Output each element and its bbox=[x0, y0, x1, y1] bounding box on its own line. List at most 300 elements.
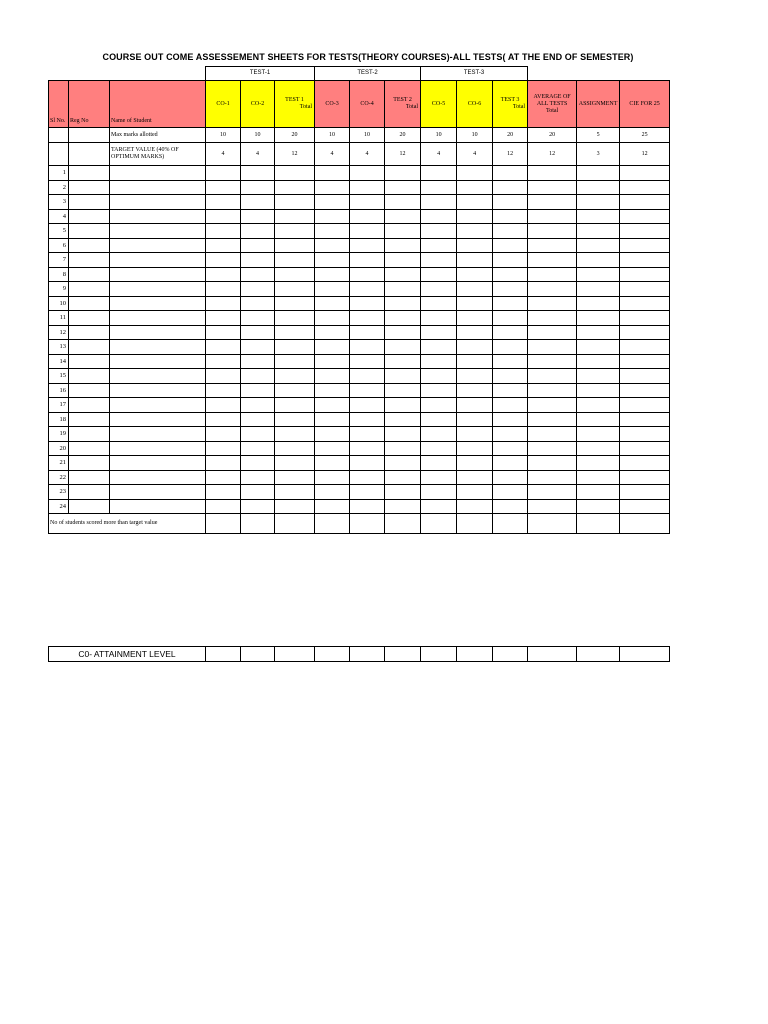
footer-cell[interactable] bbox=[493, 514, 528, 534]
mark-cell[interactable] bbox=[350, 369, 385, 384]
mark-cell[interactable] bbox=[457, 485, 493, 500]
mark-cell[interactable] bbox=[69, 383, 110, 398]
mark-cell[interactable] bbox=[385, 427, 421, 442]
mark-cell[interactable] bbox=[315, 441, 350, 456]
mark-cell[interactable] bbox=[620, 398, 670, 413]
mark-cell[interactable] bbox=[620, 369, 670, 384]
mark-cell[interactable] bbox=[493, 456, 528, 471]
mark-cell[interactable] bbox=[577, 224, 620, 239]
mark-cell[interactable] bbox=[457, 354, 493, 369]
mark-cell[interactable] bbox=[315, 267, 350, 282]
footer-cell[interactable] bbox=[385, 514, 421, 534]
attainment-cell[interactable] bbox=[620, 647, 670, 662]
mark-cell[interactable] bbox=[350, 282, 385, 297]
mark-cell[interactable] bbox=[110, 470, 206, 485]
mark-cell[interactable] bbox=[577, 282, 620, 297]
mark-cell[interactable] bbox=[241, 499, 275, 514]
mark-cell[interactable] bbox=[275, 311, 315, 326]
mark-cell[interactable] bbox=[315, 427, 350, 442]
mark-cell[interactable] bbox=[206, 369, 241, 384]
mark-cell[interactable] bbox=[315, 325, 350, 340]
mark-cell[interactable] bbox=[110, 340, 206, 355]
mark-cell[interactable] bbox=[457, 427, 493, 442]
mark-cell[interactable] bbox=[69, 354, 110, 369]
mark-cell[interactable] bbox=[275, 485, 315, 500]
mark-cell[interactable] bbox=[350, 311, 385, 326]
mark-cell[interactable] bbox=[241, 253, 275, 268]
mark-cell[interactable] bbox=[493, 238, 528, 253]
mark-cell[interactable] bbox=[577, 456, 620, 471]
mark-cell[interactable] bbox=[620, 282, 670, 297]
mark-cell[interactable] bbox=[493, 180, 528, 195]
mark-cell[interactable] bbox=[110, 224, 206, 239]
mark-cell[interactable] bbox=[315, 296, 350, 311]
mark-cell[interactable] bbox=[69, 485, 110, 500]
mark-cell[interactable] bbox=[275, 166, 315, 181]
mark-cell[interactable] bbox=[421, 224, 457, 239]
mark-cell[interactable] bbox=[493, 412, 528, 427]
mark-cell[interactable] bbox=[315, 485, 350, 500]
mark-cell[interactable] bbox=[528, 499, 577, 514]
mark-cell[interactable] bbox=[385, 325, 421, 340]
mark-cell[interactable] bbox=[421, 470, 457, 485]
mark-cell[interactable] bbox=[241, 441, 275, 456]
mark-cell[interactable] bbox=[620, 209, 670, 224]
mark-cell[interactable] bbox=[385, 470, 421, 485]
mark-cell[interactable] bbox=[110, 456, 206, 471]
mark-cell[interactable] bbox=[315, 195, 350, 210]
mark-cell[interactable] bbox=[350, 340, 385, 355]
mark-cell[interactable] bbox=[385, 282, 421, 297]
mark-cell[interactable] bbox=[206, 427, 241, 442]
mark-cell[interactable] bbox=[275, 499, 315, 514]
mark-cell[interactable] bbox=[385, 311, 421, 326]
mark-cell[interactable] bbox=[493, 485, 528, 500]
mark-cell[interactable] bbox=[493, 470, 528, 485]
mark-cell[interactable] bbox=[421, 441, 457, 456]
mark-cell[interactable] bbox=[110, 412, 206, 427]
mark-cell[interactable] bbox=[69, 499, 110, 514]
mark-cell[interactable] bbox=[110, 238, 206, 253]
mark-cell[interactable] bbox=[69, 267, 110, 282]
mark-cell[interactable] bbox=[620, 180, 670, 195]
mark-cell[interactable] bbox=[350, 209, 385, 224]
mark-cell[interactable] bbox=[350, 267, 385, 282]
mark-cell[interactable] bbox=[385, 209, 421, 224]
mark-cell[interactable] bbox=[275, 180, 315, 195]
mark-cell[interactable] bbox=[421, 180, 457, 195]
mark-cell[interactable] bbox=[620, 456, 670, 471]
mark-cell[interactable] bbox=[457, 224, 493, 239]
mark-cell[interactable] bbox=[206, 398, 241, 413]
mark-cell[interactable] bbox=[315, 369, 350, 384]
mark-cell[interactable] bbox=[241, 180, 275, 195]
mark-cell[interactable] bbox=[528, 383, 577, 398]
mark-cell[interactable] bbox=[110, 499, 206, 514]
mark-cell[interactable] bbox=[206, 253, 241, 268]
mark-cell[interactable] bbox=[206, 499, 241, 514]
mark-cell[interactable] bbox=[110, 354, 206, 369]
mark-cell[interactable] bbox=[315, 180, 350, 195]
mark-cell[interactable] bbox=[577, 412, 620, 427]
mark-cell[interactable] bbox=[620, 195, 670, 210]
mark-cell[interactable] bbox=[577, 166, 620, 181]
mark-cell[interactable] bbox=[110, 282, 206, 297]
footer-cell[interactable] bbox=[275, 514, 315, 534]
mark-cell[interactable] bbox=[620, 311, 670, 326]
mark-cell[interactable] bbox=[275, 325, 315, 340]
mark-cell[interactable] bbox=[110, 398, 206, 413]
mark-cell[interactable] bbox=[241, 383, 275, 398]
mark-cell[interactable] bbox=[69, 238, 110, 253]
mark-cell[interactable] bbox=[110, 267, 206, 282]
footer-cell[interactable] bbox=[457, 514, 493, 534]
mark-cell[interactable] bbox=[493, 354, 528, 369]
mark-cell[interactable] bbox=[528, 311, 577, 326]
mark-cell[interactable] bbox=[69, 441, 110, 456]
mark-cell[interactable] bbox=[620, 224, 670, 239]
mark-cell[interactable] bbox=[493, 383, 528, 398]
mark-cell[interactable] bbox=[457, 166, 493, 181]
mark-cell[interactable] bbox=[350, 253, 385, 268]
mark-cell[interactable] bbox=[350, 412, 385, 427]
mark-cell[interactable] bbox=[528, 238, 577, 253]
mark-cell[interactable] bbox=[577, 499, 620, 514]
mark-cell[interactable] bbox=[493, 427, 528, 442]
mark-cell[interactable] bbox=[421, 398, 457, 413]
mark-cell[interactable] bbox=[493, 282, 528, 297]
mark-cell[interactable] bbox=[275, 441, 315, 456]
mark-cell[interactable] bbox=[385, 456, 421, 471]
mark-cell[interactable] bbox=[350, 485, 385, 500]
mark-cell[interactable] bbox=[577, 441, 620, 456]
mark-cell[interactable] bbox=[350, 427, 385, 442]
mark-cell[interactable] bbox=[350, 325, 385, 340]
mark-cell[interactable] bbox=[110, 441, 206, 456]
mark-cell[interactable] bbox=[528, 340, 577, 355]
mark-cell[interactable] bbox=[457, 253, 493, 268]
mark-cell[interactable] bbox=[528, 485, 577, 500]
attainment-cell[interactable] bbox=[577, 647, 620, 662]
attainment-cell[interactable] bbox=[206, 647, 241, 662]
mark-cell[interactable] bbox=[457, 209, 493, 224]
mark-cell[interactable] bbox=[350, 354, 385, 369]
footer-cell[interactable] bbox=[350, 514, 385, 534]
mark-cell[interactable] bbox=[577, 180, 620, 195]
mark-cell[interactable] bbox=[528, 441, 577, 456]
mark-cell[interactable] bbox=[315, 224, 350, 239]
mark-cell[interactable] bbox=[110, 180, 206, 195]
mark-cell[interactable] bbox=[620, 325, 670, 340]
mark-cell[interactable] bbox=[241, 325, 275, 340]
mark-cell[interactable] bbox=[528, 470, 577, 485]
attainment-cell[interactable] bbox=[493, 647, 528, 662]
mark-cell[interactable] bbox=[577, 427, 620, 442]
mark-cell[interactable] bbox=[577, 195, 620, 210]
mark-cell[interactable] bbox=[206, 180, 241, 195]
mark-cell[interactable] bbox=[528, 253, 577, 268]
mark-cell[interactable] bbox=[457, 398, 493, 413]
mark-cell[interactable] bbox=[350, 499, 385, 514]
mark-cell[interactable] bbox=[493, 398, 528, 413]
mark-cell[interactable] bbox=[577, 238, 620, 253]
mark-cell[interactable] bbox=[110, 311, 206, 326]
mark-cell[interactable] bbox=[350, 470, 385, 485]
mark-cell[interactable] bbox=[69, 311, 110, 326]
mark-cell[interactable] bbox=[69, 195, 110, 210]
mark-cell[interactable] bbox=[620, 253, 670, 268]
mark-cell[interactable] bbox=[315, 166, 350, 181]
mark-cell[interactable] bbox=[457, 311, 493, 326]
mark-cell[interactable] bbox=[110, 325, 206, 340]
mark-cell[interactable] bbox=[275, 470, 315, 485]
mark-cell[interactable] bbox=[69, 412, 110, 427]
mark-cell[interactable] bbox=[620, 412, 670, 427]
mark-cell[interactable] bbox=[206, 412, 241, 427]
mark-cell[interactable] bbox=[241, 267, 275, 282]
mark-cell[interactable] bbox=[385, 398, 421, 413]
mark-cell[interactable] bbox=[421, 485, 457, 500]
mark-cell[interactable] bbox=[110, 383, 206, 398]
mark-cell[interactable] bbox=[620, 383, 670, 398]
mark-cell[interactable] bbox=[275, 369, 315, 384]
mark-cell[interactable] bbox=[493, 296, 528, 311]
mark-cell[interactable] bbox=[241, 412, 275, 427]
mark-cell[interactable] bbox=[69, 166, 110, 181]
attainment-cell[interactable] bbox=[421, 647, 457, 662]
mark-cell[interactable] bbox=[110, 485, 206, 500]
mark-cell[interactable] bbox=[315, 499, 350, 514]
mark-cell[interactable] bbox=[315, 311, 350, 326]
mark-cell[interactable] bbox=[620, 499, 670, 514]
mark-cell[interactable] bbox=[620, 354, 670, 369]
mark-cell[interactable] bbox=[528, 354, 577, 369]
mark-cell[interactable] bbox=[620, 427, 670, 442]
mark-cell[interactable] bbox=[493, 267, 528, 282]
mark-cell[interactable] bbox=[206, 195, 241, 210]
mark-cell[interactable] bbox=[421, 238, 457, 253]
mark-cell[interactable] bbox=[620, 166, 670, 181]
mark-cell[interactable] bbox=[315, 209, 350, 224]
mark-cell[interactable] bbox=[315, 253, 350, 268]
mark-cell[interactable] bbox=[421, 195, 457, 210]
mark-cell[interactable] bbox=[385, 224, 421, 239]
mark-cell[interactable] bbox=[241, 470, 275, 485]
mark-cell[interactable] bbox=[528, 325, 577, 340]
mark-cell[interactable] bbox=[69, 325, 110, 340]
attainment-cell[interactable] bbox=[457, 647, 493, 662]
mark-cell[interactable] bbox=[206, 441, 241, 456]
mark-cell[interactable] bbox=[241, 238, 275, 253]
mark-cell[interactable] bbox=[385, 267, 421, 282]
mark-cell[interactable] bbox=[457, 180, 493, 195]
footer-cell[interactable] bbox=[528, 514, 577, 534]
mark-cell[interactable] bbox=[69, 224, 110, 239]
mark-cell[interactable] bbox=[69, 282, 110, 297]
mark-cell[interactable] bbox=[528, 209, 577, 224]
mark-cell[interactable] bbox=[577, 354, 620, 369]
mark-cell[interactable] bbox=[275, 267, 315, 282]
mark-cell[interactable] bbox=[315, 238, 350, 253]
mark-cell[interactable] bbox=[493, 441, 528, 456]
mark-cell[interactable] bbox=[206, 470, 241, 485]
mark-cell[interactable] bbox=[275, 383, 315, 398]
mark-cell[interactable] bbox=[457, 383, 493, 398]
mark-cell[interactable] bbox=[385, 238, 421, 253]
mark-cell[interactable] bbox=[110, 166, 206, 181]
mark-cell[interactable] bbox=[493, 325, 528, 340]
mark-cell[interactable] bbox=[69, 296, 110, 311]
mark-cell[interactable] bbox=[241, 427, 275, 442]
footer-cell[interactable] bbox=[241, 514, 275, 534]
mark-cell[interactable] bbox=[421, 456, 457, 471]
mark-cell[interactable] bbox=[350, 441, 385, 456]
mark-cell[interactable] bbox=[620, 470, 670, 485]
mark-cell[interactable] bbox=[241, 354, 275, 369]
mark-cell[interactable] bbox=[275, 296, 315, 311]
mark-cell[interactable] bbox=[241, 224, 275, 239]
mark-cell[interactable] bbox=[577, 267, 620, 282]
mark-cell[interactable] bbox=[350, 180, 385, 195]
mark-cell[interactable] bbox=[493, 311, 528, 326]
mark-cell[interactable] bbox=[275, 224, 315, 239]
footer-cell[interactable] bbox=[577, 514, 620, 534]
mark-cell[interactable] bbox=[275, 456, 315, 471]
mark-cell[interactable] bbox=[206, 311, 241, 326]
mark-cell[interactable] bbox=[275, 398, 315, 413]
mark-cell[interactable] bbox=[385, 441, 421, 456]
mark-cell[interactable] bbox=[493, 166, 528, 181]
mark-cell[interactable] bbox=[385, 412, 421, 427]
mark-cell[interactable] bbox=[241, 296, 275, 311]
mark-cell[interactable] bbox=[528, 412, 577, 427]
mark-cell[interactable] bbox=[206, 209, 241, 224]
mark-cell[interactable] bbox=[620, 340, 670, 355]
mark-cell[interactable] bbox=[275, 209, 315, 224]
mark-cell[interactable] bbox=[315, 398, 350, 413]
mark-cell[interactable] bbox=[577, 209, 620, 224]
mark-cell[interactable] bbox=[421, 296, 457, 311]
mark-cell[interactable] bbox=[241, 369, 275, 384]
mark-cell[interactable] bbox=[110, 369, 206, 384]
mark-cell[interactable] bbox=[69, 253, 110, 268]
mark-cell[interactable] bbox=[241, 485, 275, 500]
mark-cell[interactable] bbox=[315, 340, 350, 355]
mark-cell[interactable] bbox=[528, 180, 577, 195]
mark-cell[interactable] bbox=[421, 253, 457, 268]
mark-cell[interactable] bbox=[421, 369, 457, 384]
mark-cell[interactable] bbox=[528, 296, 577, 311]
mark-cell[interactable] bbox=[421, 311, 457, 326]
mark-cell[interactable] bbox=[457, 238, 493, 253]
mark-cell[interactable] bbox=[493, 224, 528, 239]
mark-cell[interactable] bbox=[69, 470, 110, 485]
mark-cell[interactable] bbox=[421, 354, 457, 369]
mark-cell[interactable] bbox=[315, 456, 350, 471]
attainment-cell[interactable] bbox=[528, 647, 577, 662]
mark-cell[interactable] bbox=[385, 166, 421, 181]
mark-cell[interactable] bbox=[577, 311, 620, 326]
mark-cell[interactable] bbox=[241, 166, 275, 181]
mark-cell[interactable] bbox=[385, 485, 421, 500]
mark-cell[interactable] bbox=[577, 253, 620, 268]
mark-cell[interactable] bbox=[385, 369, 421, 384]
mark-cell[interactable] bbox=[241, 209, 275, 224]
attainment-cell[interactable] bbox=[315, 647, 350, 662]
mark-cell[interactable] bbox=[275, 253, 315, 268]
mark-cell[interactable] bbox=[421, 325, 457, 340]
mark-cell[interactable] bbox=[620, 441, 670, 456]
mark-cell[interactable] bbox=[69, 456, 110, 471]
mark-cell[interactable] bbox=[421, 499, 457, 514]
mark-cell[interactable] bbox=[206, 296, 241, 311]
mark-cell[interactable] bbox=[457, 369, 493, 384]
mark-cell[interactable] bbox=[69, 427, 110, 442]
mark-cell[interactable] bbox=[457, 499, 493, 514]
mark-cell[interactable] bbox=[577, 369, 620, 384]
mark-cell[interactable] bbox=[577, 296, 620, 311]
mark-cell[interactable] bbox=[457, 296, 493, 311]
mark-cell[interactable] bbox=[350, 238, 385, 253]
mark-cell[interactable] bbox=[385, 195, 421, 210]
footer-cell[interactable] bbox=[206, 514, 241, 534]
mark-cell[interactable] bbox=[275, 282, 315, 297]
mark-cell[interactable] bbox=[457, 441, 493, 456]
mark-cell[interactable] bbox=[69, 398, 110, 413]
mark-cell[interactable] bbox=[528, 456, 577, 471]
mark-cell[interactable] bbox=[69, 369, 110, 384]
mark-cell[interactable] bbox=[385, 499, 421, 514]
mark-cell[interactable] bbox=[457, 267, 493, 282]
mark-cell[interactable] bbox=[577, 485, 620, 500]
mark-cell[interactable] bbox=[421, 427, 457, 442]
mark-cell[interactable] bbox=[241, 398, 275, 413]
mark-cell[interactable] bbox=[350, 195, 385, 210]
mark-cell[interactable] bbox=[206, 383, 241, 398]
mark-cell[interactable] bbox=[620, 485, 670, 500]
mark-cell[interactable] bbox=[241, 340, 275, 355]
mark-cell[interactable] bbox=[528, 195, 577, 210]
mark-cell[interactable] bbox=[275, 238, 315, 253]
mark-cell[interactable] bbox=[241, 311, 275, 326]
mark-cell[interactable] bbox=[421, 383, 457, 398]
mark-cell[interactable] bbox=[528, 267, 577, 282]
mark-cell[interactable] bbox=[528, 398, 577, 413]
mark-cell[interactable] bbox=[206, 224, 241, 239]
mark-cell[interactable] bbox=[457, 195, 493, 210]
mark-cell[interactable] bbox=[457, 412, 493, 427]
mark-cell[interactable] bbox=[241, 282, 275, 297]
mark-cell[interactable] bbox=[315, 354, 350, 369]
mark-cell[interactable] bbox=[528, 282, 577, 297]
footer-cell[interactable] bbox=[421, 514, 457, 534]
mark-cell[interactable] bbox=[110, 195, 206, 210]
mark-cell[interactable] bbox=[457, 456, 493, 471]
mark-cell[interactable] bbox=[385, 180, 421, 195]
mark-cell[interactable] bbox=[528, 166, 577, 181]
mark-cell[interactable] bbox=[493, 499, 528, 514]
mark-cell[interactable] bbox=[69, 340, 110, 355]
mark-cell[interactable] bbox=[577, 470, 620, 485]
mark-cell[interactable] bbox=[110, 427, 206, 442]
mark-cell[interactable] bbox=[275, 354, 315, 369]
mark-cell[interactable] bbox=[421, 209, 457, 224]
mark-cell[interactable] bbox=[315, 412, 350, 427]
mark-cell[interactable] bbox=[577, 340, 620, 355]
footer-cell[interactable] bbox=[620, 514, 670, 534]
mark-cell[interactable] bbox=[493, 369, 528, 384]
mark-cell[interactable] bbox=[457, 470, 493, 485]
